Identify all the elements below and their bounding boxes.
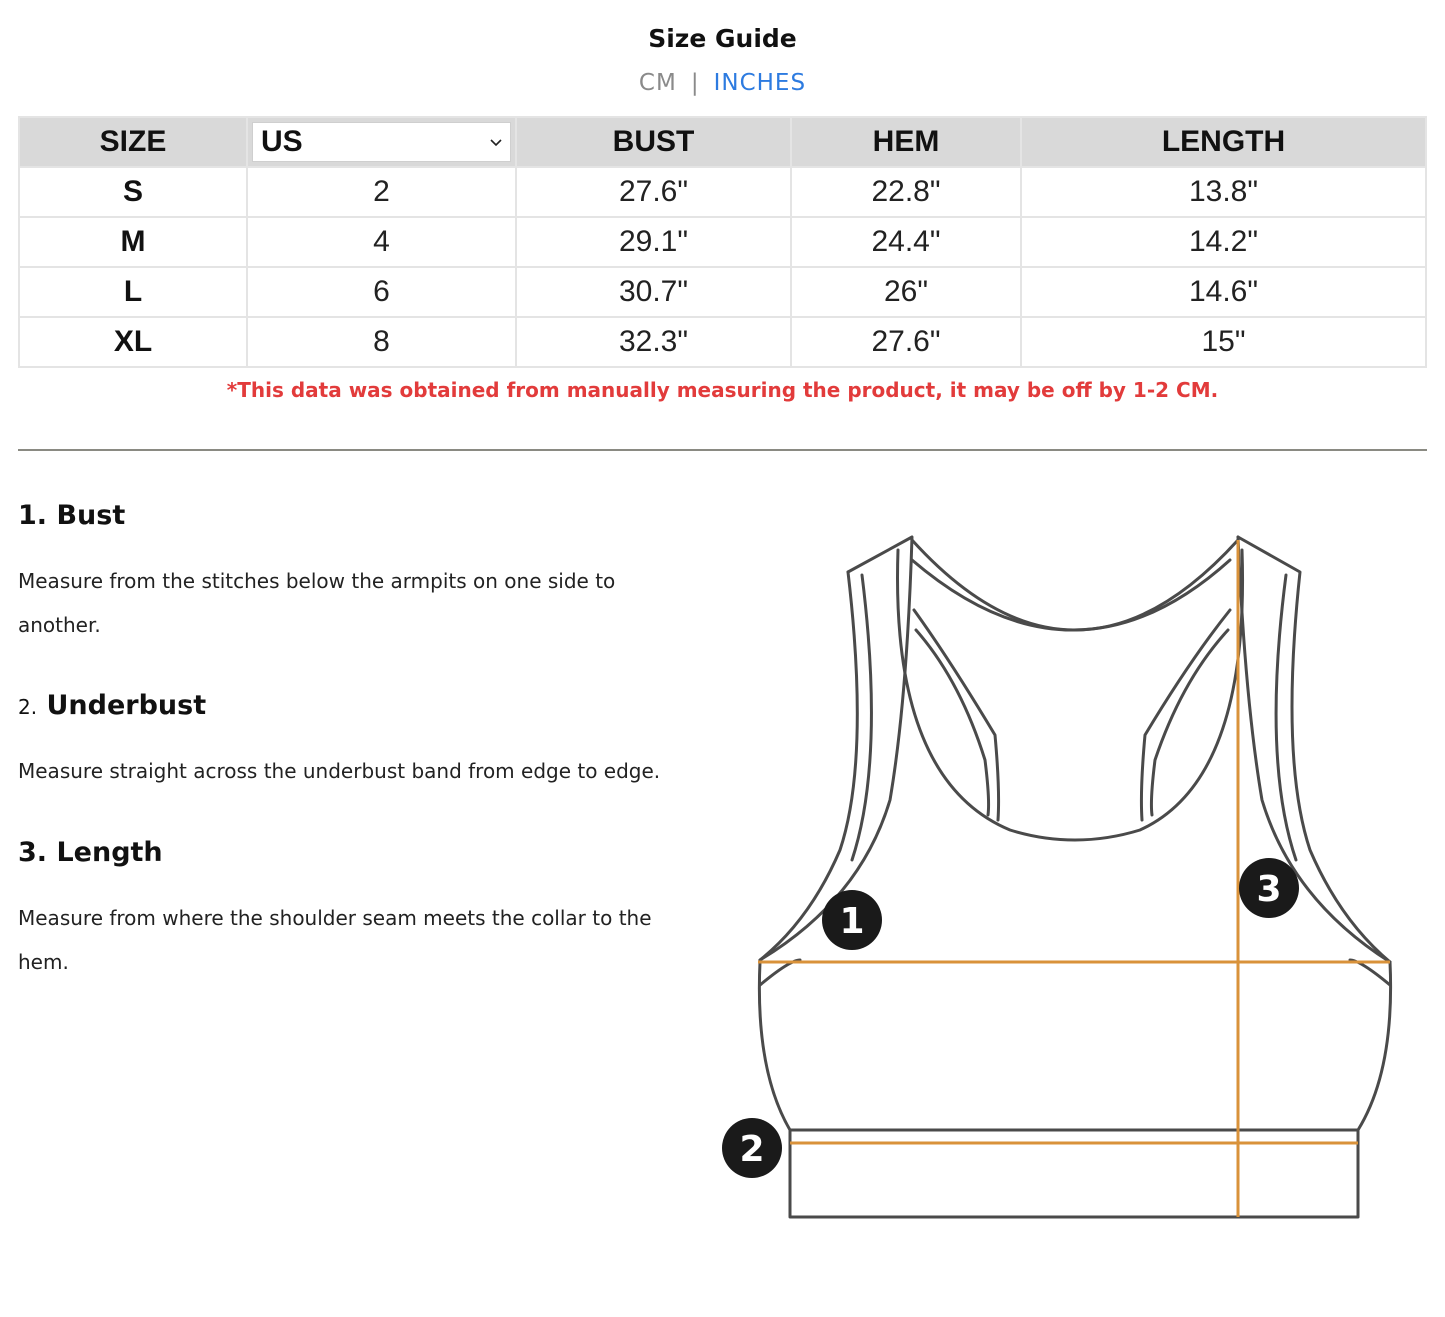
guide-heading [18, 500, 698, 531]
svg-text:3: 3 [1256, 869, 1282, 910]
length-cell: 14.2" [1021, 217, 1426, 267]
svg-text:2: 2 [739, 1129, 765, 1170]
hem-cell: 22.8" [791, 167, 1021, 217]
guide-title: Length [56, 837, 163, 868]
unit-inches-option[interactable]: INCHES [713, 70, 807, 96]
guide-number: 3. [18, 837, 48, 868]
region-select[interactable] [252, 122, 511, 162]
guide-text: Measure from where the shoulder seam meets the collar to the hem. [18, 906, 652, 974]
table-row [19, 267, 1426, 317]
bust-cell: 30.7" [516, 267, 791, 317]
size-table [18, 116, 1427, 368]
guide-text: Measure straight across the underbust band from edge to edge. [18, 759, 661, 783]
unit-toggle [0, 70, 1445, 96]
size-cell: S [19, 167, 247, 217]
marker-2-icon [722, 1118, 782, 1178]
header-region [247, 117, 516, 167]
header-length: LENGTH [1021, 117, 1426, 167]
guide-number: 2. [18, 695, 38, 719]
size-cell: L [19, 267, 247, 317]
guide-item-bust [18, 500, 698, 647]
hem-cell: 27.6" [791, 317, 1021, 367]
header-size: SIZE [19, 117, 247, 167]
guide-item-length [18, 837, 698, 984]
us-cell: 6 [247, 267, 516, 317]
region-select-value: US [261, 125, 303, 158]
hem-cell: 24.4" [791, 217, 1021, 267]
chevron-down-icon [488, 134, 504, 150]
table-header-row [19, 117, 1426, 167]
measurement-disclaimer: *This data was obtained from manually measuring the product, it may be off by 1-2 CM. [226, 378, 1219, 402]
size-cell: M [19, 217, 247, 267]
header-hem: HEM [791, 117, 1021, 167]
table-row [19, 167, 1426, 217]
table-row [19, 317, 1426, 367]
sports-bra-diagram [715, 525, 1415, 1235]
guide-heading [18, 837, 698, 868]
section-divider [18, 449, 1427, 451]
hem-cell: 26" [791, 267, 1021, 317]
length-cell: 15" [1021, 317, 1426, 367]
bust-cell: 32.3" [516, 317, 791, 367]
bust-cell: 29.1" [516, 217, 791, 267]
marker-1-icon [822, 890, 882, 950]
svg-text:1: 1 [839, 901, 865, 942]
unit-cm-option[interactable]: CM [638, 70, 677, 96]
length-cell: 13.8" [1021, 167, 1426, 217]
marker-3-icon [1239, 858, 1299, 918]
page-title: Size Guide [648, 24, 797, 53]
guide-number: 1. [18, 500, 48, 531]
length-cell: 14.6" [1021, 267, 1426, 317]
bust-cell: 27.6" [516, 167, 791, 217]
us-cell: 4 [247, 217, 516, 267]
us-cell: 2 [247, 167, 516, 217]
us-cell: 8 [247, 317, 516, 367]
size-cell: XL [19, 317, 247, 367]
header-bust: BUST [516, 117, 791, 167]
guide-item-underbust [18, 690, 698, 793]
guide-heading [18, 690, 698, 721]
guide-text: Measure from the stitches below the armpits on one side to another. [18, 569, 616, 637]
guide-title: Bust [56, 500, 126, 531]
guide-title: Underbust [46, 690, 207, 721]
table-row [19, 217, 1426, 267]
unit-separator: | [690, 70, 700, 96]
